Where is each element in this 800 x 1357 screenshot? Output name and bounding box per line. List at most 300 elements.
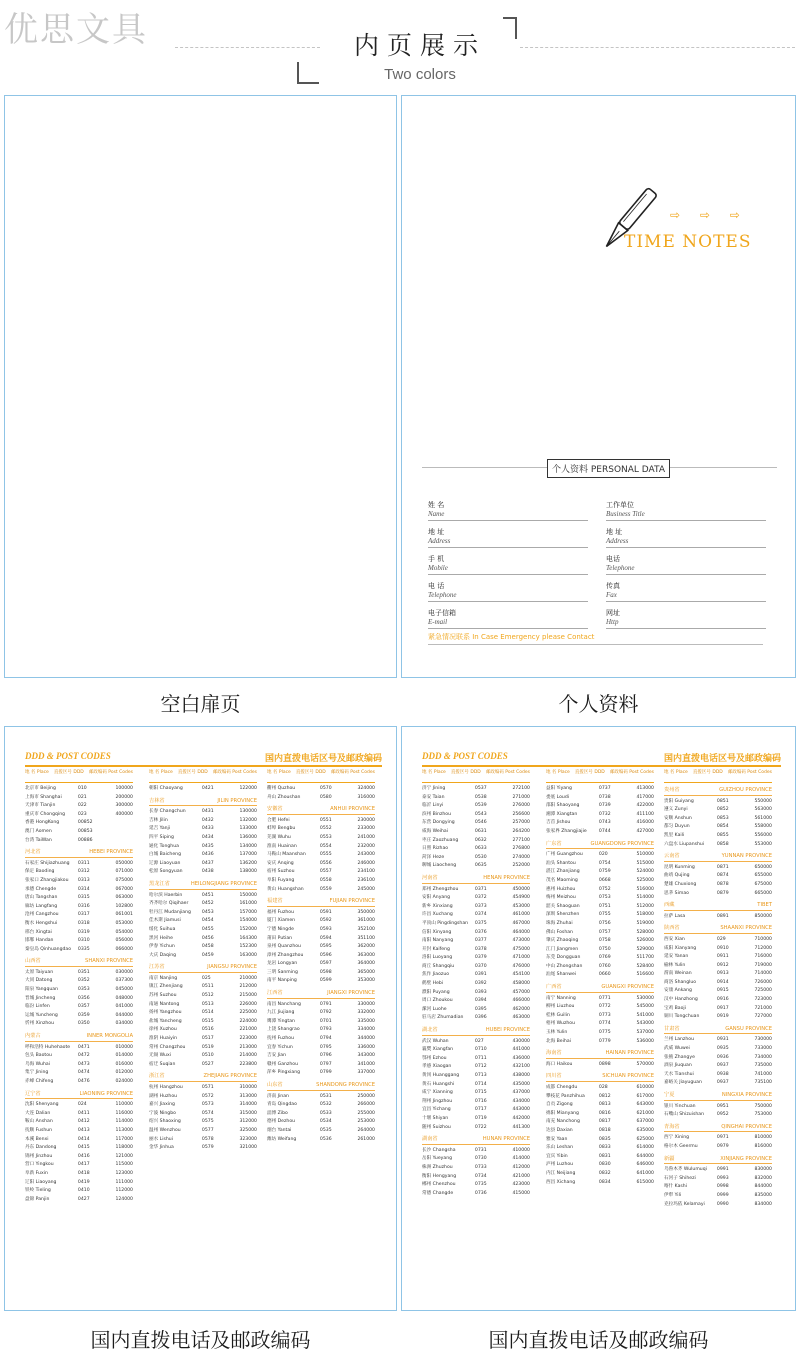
personal-field[interactable] bbox=[428, 555, 588, 575]
city-name: 石河子 Shihezi bbox=[664, 1175, 696, 1181]
personal-field[interactable] bbox=[428, 582, 588, 602]
dialing-code: 029 bbox=[716, 936, 726, 942]
dialing-code: 0751 bbox=[598, 903, 611, 909]
province-name: 广东省 bbox=[546, 840, 562, 847]
dialing-code: 0418 bbox=[77, 1170, 90, 1176]
dialing-code: 0434 bbox=[201, 834, 214, 840]
postal-code: 410000 bbox=[512, 1147, 530, 1153]
dialing-code: 0476 bbox=[77, 1079, 90, 1084]
city-name: 抚顺 Fushun bbox=[25, 1127, 53, 1133]
postal-code: 625000 bbox=[636, 1136, 654, 1142]
dialing-code: 0437 bbox=[201, 860, 214, 866]
column-header-cell: 地 名 Place bbox=[664, 770, 688, 775]
dialing-code: 0543 bbox=[474, 811, 487, 817]
province-name: 陕西省 bbox=[664, 925, 680, 932]
dialing-code: 0750 bbox=[598, 946, 611, 952]
city-name: 邵阳 Shaoyang bbox=[546, 803, 580, 809]
postal-code: 529000 bbox=[636, 946, 654, 952]
postal-code: 332000 bbox=[357, 1010, 375, 1016]
city-name: 萍乡 Pingxiang bbox=[267, 1070, 301, 1076]
province-header bbox=[546, 1072, 654, 1082]
city-name: 湛江 Zhanjiang bbox=[546, 869, 580, 875]
dialing-code: 0316 bbox=[77, 903, 90, 909]
city-name: 成都 Chengdu bbox=[546, 1085, 578, 1090]
table-row bbox=[25, 1196, 133, 1205]
province-name: HEILONGJIANG PROVINCE bbox=[190, 880, 257, 887]
personal-field[interactable] bbox=[606, 528, 766, 548]
column-header bbox=[422, 769, 530, 783]
table-row bbox=[267, 952, 375, 961]
table-row bbox=[267, 1069, 375, 1078]
city-name: 宜春 Yichun bbox=[267, 1044, 293, 1050]
postal-code: 261000 bbox=[357, 1136, 375, 1142]
dialing-code: 0436 bbox=[201, 852, 214, 858]
city-name: 青岛 Qingdao bbox=[267, 1102, 297, 1108]
table-row bbox=[422, 963, 530, 972]
code-column bbox=[546, 769, 654, 1187]
table-row bbox=[149, 817, 257, 826]
city-name: 苏州 Suzhou bbox=[149, 993, 177, 999]
table-row bbox=[267, 860, 375, 869]
table-row bbox=[546, 971, 654, 980]
postal-code: 665000 bbox=[754, 890, 772, 896]
dialing-code: 0452 bbox=[201, 901, 214, 907]
dialing-code: 0830 bbox=[598, 1162, 611, 1168]
dialing-code: 0350 bbox=[77, 1021, 90, 1027]
city-name: 嘉峪关 Jiayuguan bbox=[664, 1080, 702, 1086]
personal-field[interactable] bbox=[428, 501, 588, 521]
table-row bbox=[267, 1136, 375, 1145]
province-header bbox=[664, 1025, 772, 1035]
dialing-code: 0557 bbox=[319, 869, 332, 875]
city-name: 四平 Siping bbox=[149, 834, 174, 840]
postal-code bbox=[107, 828, 133, 837]
dialing-code: 0570 bbox=[319, 786, 332, 791]
city-name: 株洲 Zhuzhou bbox=[422, 1164, 453, 1170]
column-header-cell: 直拨区号 DDD bbox=[692, 770, 723, 775]
dialing-code: 0530 bbox=[474, 854, 487, 860]
postal-code: 161000 bbox=[239, 901, 257, 907]
table-row bbox=[546, 1038, 654, 1047]
postal-code: 753000 bbox=[754, 1112, 772, 1118]
dialing-code: 0532 bbox=[319, 1102, 332, 1108]
postal-code: 016000 bbox=[115, 1061, 133, 1067]
postal-code: 132000 bbox=[239, 817, 257, 823]
personal-field[interactable] bbox=[606, 555, 766, 575]
dialing-code: 0936 bbox=[716, 1054, 729, 1060]
table-row bbox=[664, 1079, 772, 1088]
city-name: 濮阳 Puyang bbox=[422, 989, 450, 995]
postal-code: 122000 bbox=[239, 786, 257, 791]
city-name: 咸阳 Xianyang bbox=[664, 945, 697, 951]
dialing-code: 0315 bbox=[77, 895, 90, 901]
city-name: 唐山 Tangshan bbox=[25, 895, 58, 901]
city-name: 宝鸡 Baoji bbox=[664, 1005, 686, 1011]
table-row bbox=[664, 1013, 772, 1022]
dialing-code: 0515 bbox=[201, 1018, 214, 1024]
city-name: 临沂 Linyi bbox=[422, 803, 444, 809]
province-header bbox=[664, 1123, 772, 1133]
city-name: 辽源 Liaoyuan bbox=[149, 860, 181, 866]
dialing-code: 0392 bbox=[474, 981, 487, 987]
postal-code: 733000 bbox=[754, 1046, 772, 1052]
postal-code: 163000 bbox=[239, 952, 257, 958]
header-dashed-rule-right bbox=[520, 47, 795, 48]
table-row bbox=[25, 868, 133, 877]
dialing-code: 022 bbox=[77, 803, 87, 809]
postal-code: 152300 bbox=[239, 944, 257, 950]
dialing-code: 0773 bbox=[598, 1012, 611, 1018]
table-row bbox=[664, 996, 772, 1005]
table-row bbox=[664, 1201, 772, 1210]
table-row bbox=[664, 1045, 772, 1054]
personal-field[interactable] bbox=[606, 582, 766, 602]
table-row bbox=[546, 1153, 654, 1162]
city-name: 龙岩 Longyan bbox=[267, 961, 298, 967]
code-column bbox=[422, 769, 530, 1198]
city-name: 漯河 Luohe bbox=[422, 1006, 447, 1012]
province-name: 新疆 bbox=[664, 1155, 675, 1162]
table-row bbox=[546, 903, 654, 912]
dialing-code: 0935 bbox=[716, 1046, 729, 1052]
province-name: 湖南省 bbox=[422, 1136, 438, 1143]
table-row bbox=[25, 1187, 133, 1196]
column-header bbox=[149, 769, 257, 783]
city-name: 沧州 Cangzhou bbox=[25, 912, 59, 918]
postal-code: 442000 bbox=[512, 1115, 530, 1121]
table-row bbox=[25, 977, 133, 986]
postal-code: 110000 bbox=[115, 1102, 133, 1108]
city-name: 开封 Kaifeng bbox=[422, 946, 450, 952]
dialing-code: 0395 bbox=[474, 1006, 487, 1012]
dialing-code: 0531 bbox=[319, 1093, 332, 1099]
city-name: 渭南 Weinan bbox=[664, 971, 692, 977]
dialing-code: 0376 bbox=[474, 929, 487, 935]
field-label-zh: 地 址 bbox=[606, 528, 623, 536]
city-name: 咸宁 Xianning bbox=[422, 1090, 453, 1096]
table-row bbox=[546, 1003, 654, 1012]
table-row bbox=[25, 920, 133, 929]
table-row bbox=[25, 1118, 133, 1127]
dialing-code: 0393 bbox=[474, 989, 487, 995]
table-row bbox=[664, 832, 772, 841]
table-row bbox=[267, 1118, 375, 1127]
province-name: 辽宁省 bbox=[25, 1090, 41, 1097]
dialing-code: 0832 bbox=[598, 1170, 611, 1176]
city-name: 都匀 Duyun bbox=[664, 824, 690, 830]
dialing-code: 0774 bbox=[598, 1021, 611, 1027]
table-row bbox=[149, 1035, 257, 1044]
table-row bbox=[25, 819, 133, 828]
city-name: 芜湖 Wuhu bbox=[267, 834, 291, 840]
dialing-code: 0931 bbox=[716, 1037, 729, 1043]
province-name: QINGHAI PROVINCE bbox=[721, 1123, 772, 1130]
table-row bbox=[267, 877, 375, 886]
dialing-code: 0591 bbox=[319, 909, 332, 915]
province-name: 福建省 bbox=[267, 898, 283, 905]
dialing-code: 0458 bbox=[201, 944, 214, 950]
city-name: 泸州 Luzhou bbox=[546, 1162, 574, 1168]
city-name: 宿迁 Suqian bbox=[149, 1061, 176, 1067]
city-name: 南阳 Nanyang bbox=[422, 938, 454, 944]
table-row bbox=[546, 1110, 654, 1119]
table-row bbox=[25, 995, 133, 1004]
field-label-en: Mobile bbox=[428, 564, 448, 572]
postal-code: 100000 bbox=[115, 786, 133, 791]
table-row bbox=[664, 1134, 772, 1143]
table-row bbox=[267, 1052, 375, 1061]
postal-code: 136200 bbox=[239, 860, 257, 866]
table-row bbox=[422, 971, 530, 980]
table-row bbox=[149, 1127, 257, 1136]
city-name: 荆州 Jingzhou bbox=[422, 1098, 453, 1104]
postal-code: 545000 bbox=[636, 1004, 654, 1010]
city-name: 武威 Wuwei bbox=[664, 1046, 690, 1052]
dialing-code: 0373 bbox=[474, 903, 487, 909]
personal-data-page bbox=[401, 95, 796, 678]
personal-field[interactable] bbox=[606, 609, 766, 629]
table-row bbox=[149, 843, 257, 852]
table-row bbox=[267, 1044, 375, 1053]
field-label-zh: 传真 bbox=[606, 582, 620, 590]
personal-field[interactable] bbox=[606, 501, 766, 521]
table-row bbox=[267, 843, 375, 852]
dialing-code: 0579 bbox=[201, 1145, 214, 1151]
city-name: 廊坊 Langfang bbox=[25, 903, 58, 909]
dialing-code: 0813 bbox=[598, 1102, 611, 1108]
postal-code: 561000 bbox=[754, 815, 772, 821]
blank-title-page bbox=[4, 95, 397, 678]
table-row bbox=[267, 926, 375, 935]
dialing-code: 0874 bbox=[716, 873, 729, 879]
city-name: 牡丹江 Mudanjiang bbox=[149, 909, 191, 915]
table-row bbox=[25, 1003, 133, 1012]
table-row bbox=[546, 963, 654, 972]
dialing-code: 0314 bbox=[77, 886, 90, 892]
province-name: 内蒙古 bbox=[25, 1033, 41, 1040]
header-corner-bracket bbox=[297, 62, 319, 84]
code-page-title-zh: 国内直拨电话区号及邮政编码 bbox=[264, 754, 382, 764]
table-row bbox=[25, 1179, 133, 1188]
dialing-code: 0414 bbox=[77, 1136, 90, 1142]
postal-code: 830000 bbox=[754, 1167, 772, 1173]
province-header bbox=[267, 1081, 375, 1091]
dialing-code: 0310 bbox=[77, 938, 90, 944]
dialing-code: 0438 bbox=[201, 869, 214, 875]
table-row bbox=[25, 986, 133, 995]
postal-code: 061001 bbox=[115, 912, 133, 918]
postal-code: 200000 bbox=[115, 794, 133, 800]
column-header bbox=[664, 769, 772, 783]
dialing-code: 0527 bbox=[201, 1061, 214, 1067]
postal-code: 323000 bbox=[239, 1136, 257, 1142]
column-header-cell: 直拨区号 DDD bbox=[450, 770, 481, 775]
dialing-code: 0916 bbox=[716, 997, 729, 1003]
postal-code: 164300 bbox=[239, 935, 257, 941]
province-name: HEBEI PROVINCE bbox=[89, 849, 133, 856]
postal-code: 438000 bbox=[512, 1073, 530, 1078]
dialing-code: 021 bbox=[77, 794, 87, 800]
postal-code: 214000 bbox=[239, 1053, 257, 1059]
city-name: 邢台 Xingtai bbox=[25, 929, 52, 935]
dialing-code: 0572 bbox=[201, 1093, 214, 1099]
arrow-decoration-icon: ⇨ ⇨ ⇨ bbox=[670, 208, 748, 222]
table-row bbox=[546, 920, 654, 929]
postal-code: 325000 bbox=[239, 1127, 257, 1133]
dialing-code: 0433 bbox=[201, 826, 214, 832]
city-name: 拉萨 Lasa bbox=[664, 913, 686, 919]
city-name: 三明 Sanming bbox=[267, 969, 298, 975]
city-name: 天津市 Tianjin bbox=[25, 803, 56, 809]
province-name: 吉林省 bbox=[149, 797, 165, 804]
city-name: 威海 Weihai bbox=[422, 828, 449, 834]
table-row bbox=[422, 854, 530, 863]
postal-code: 226000 bbox=[239, 1001, 257, 1007]
city-name: 淮南 Huainan bbox=[267, 843, 297, 849]
table-row bbox=[422, 886, 530, 895]
dialing-code: 0593 bbox=[319, 926, 332, 932]
dialing-code: 0660 bbox=[598, 972, 611, 978]
personal-field[interactable] bbox=[428, 609, 588, 629]
table-row bbox=[546, 828, 654, 837]
dialing-code: 0993 bbox=[716, 1175, 729, 1181]
city-name: 西宁 Xining bbox=[664, 1135, 690, 1141]
postal-code: 525000 bbox=[636, 877, 654, 883]
city-name: 梧州 Wuzhou bbox=[546, 1021, 575, 1027]
column-header-cell: 直拨区号 DDD bbox=[53, 770, 84, 775]
dialing-code: 0754 bbox=[598, 860, 611, 866]
table-row bbox=[149, 825, 257, 834]
dialing-code: 0319 bbox=[77, 929, 90, 935]
table-row bbox=[546, 911, 654, 920]
table-row bbox=[546, 868, 654, 877]
dialing-code: 0795 bbox=[319, 1044, 332, 1050]
postal-code: 413000 bbox=[636, 786, 654, 791]
province-header bbox=[664, 901, 772, 911]
postal-code: 712000 bbox=[754, 945, 772, 951]
postal-code: 246000 bbox=[357, 860, 375, 866]
dialing-code: 0580 bbox=[319, 794, 332, 800]
province-header bbox=[664, 786, 772, 796]
table-row bbox=[546, 894, 654, 903]
table-row bbox=[546, 1061, 654, 1070]
postal-code: 637000 bbox=[636, 1119, 654, 1125]
city-name: 丽水 Lishui bbox=[149, 1136, 173, 1142]
city-name: 杭州 Hangzhou bbox=[149, 1085, 183, 1090]
postal-code: 726000 bbox=[754, 979, 772, 985]
postal-code: 537000 bbox=[636, 1030, 654, 1036]
postal-code: 526000 bbox=[636, 938, 654, 944]
city-name: 西安 Xian bbox=[664, 936, 685, 942]
table-row bbox=[664, 815, 772, 824]
table-row bbox=[149, 1052, 257, 1061]
postal-code: 330000 bbox=[357, 1001, 375, 1007]
code-column bbox=[267, 769, 375, 1144]
column-header bbox=[546, 769, 654, 783]
city-name: 广州 Guangzhou bbox=[546, 852, 583, 858]
dialing-code: 0536 bbox=[319, 1136, 332, 1142]
postal-code: 570000 bbox=[636, 1061, 654, 1067]
table-row bbox=[664, 962, 772, 971]
province-name: 安徽省 bbox=[267, 806, 283, 813]
table-row bbox=[664, 841, 772, 850]
dialing-code: 0394 bbox=[474, 998, 487, 1004]
postal-code: 461000 bbox=[512, 912, 530, 918]
dialing-code: 0356 bbox=[77, 995, 90, 1001]
province-name: JIANGXI PROVINCE bbox=[327, 990, 375, 997]
postal-code: 315000 bbox=[239, 1110, 257, 1116]
postal-code: 351100 bbox=[357, 935, 375, 941]
dialing-code: 0391 bbox=[474, 972, 487, 978]
dialing-code: 0910 bbox=[716, 945, 729, 951]
city-name: 黑河 Heihe bbox=[149, 935, 173, 941]
postal-code: 264200 bbox=[512, 828, 530, 834]
dialing-code: 010 bbox=[77, 786, 87, 791]
city-name: 汕头 Shantou bbox=[546, 860, 576, 866]
city-name: 凯里 Kaili bbox=[664, 832, 685, 838]
dialing-code: 020 bbox=[598, 852, 608, 858]
city-name: 淮阴 Huaiyin bbox=[149, 1036, 178, 1042]
column-header-cell: 邮政编码 Post Codes bbox=[485, 770, 530, 775]
city-name: 常德 Changde bbox=[422, 1190, 454, 1196]
city-name: 聊城 Liaocheng bbox=[422, 863, 457, 869]
dialing-code: 0979 bbox=[716, 1143, 729, 1149]
postal-code: 467000 bbox=[512, 920, 530, 926]
postal-code: 056000 bbox=[115, 938, 133, 944]
city-name: 运城 Yuncheng bbox=[25, 1012, 58, 1018]
dialing-code: 0559 bbox=[319, 886, 332, 892]
city-name: 北京市 Beijing bbox=[25, 786, 56, 791]
city-name: 阳泉 Yangquan bbox=[25, 987, 59, 993]
dialing-code: 0335 bbox=[77, 946, 90, 952]
dialing-code: 0453 bbox=[201, 909, 214, 915]
postal-code: 816000 bbox=[754, 1143, 772, 1149]
table-row bbox=[267, 834, 375, 843]
dialing-code: 0757 bbox=[598, 929, 611, 935]
postal-code: 361000 bbox=[357, 918, 375, 924]
postal-code: 453000 bbox=[512, 903, 530, 909]
city-name: 温州 Wenzhou bbox=[149, 1127, 181, 1133]
dialing-code: 0834 bbox=[598, 1179, 611, 1185]
table-row bbox=[25, 860, 133, 869]
dialing-code: 0701 bbox=[319, 1018, 332, 1024]
table-row bbox=[149, 1136, 257, 1145]
code-page-title-zh: 国内直拨电话区号及邮政编码 bbox=[663, 754, 781, 764]
city-name: 南通 Nantong bbox=[149, 1001, 180, 1007]
table-row bbox=[664, 1175, 772, 1184]
field-label-en: Name bbox=[428, 510, 445, 518]
column-header-cell: 邮政编码 Post Codes bbox=[727, 770, 772, 775]
dialing-code: 0716 bbox=[474, 1098, 487, 1104]
table-row bbox=[267, 1127, 375, 1136]
dialing-code: 0432 bbox=[201, 817, 214, 823]
code-page-title-en: DDD & POST CODES bbox=[25, 751, 111, 761]
province-name: SHAANXI PROVINCE bbox=[720, 925, 772, 932]
postal-code: 834000 bbox=[754, 1201, 772, 1207]
personal-field[interactable] bbox=[428, 528, 588, 548]
city-name: 伊春 Yichun bbox=[149, 944, 175, 950]
dialing-code: 0734 bbox=[474, 1173, 487, 1179]
province-name: ANHUI PROVINCE bbox=[330, 806, 375, 813]
dialing-code: 0592 bbox=[319, 918, 332, 924]
dialing-code: 0739 bbox=[598, 803, 611, 809]
postal-code: 041000 bbox=[115, 1004, 133, 1010]
dialing-code: 0516 bbox=[201, 1027, 214, 1033]
table-row bbox=[422, 1072, 530, 1081]
table-row bbox=[149, 900, 257, 909]
dialing-code: 0599 bbox=[319, 978, 332, 984]
postal-code: 118000 bbox=[115, 1145, 133, 1151]
